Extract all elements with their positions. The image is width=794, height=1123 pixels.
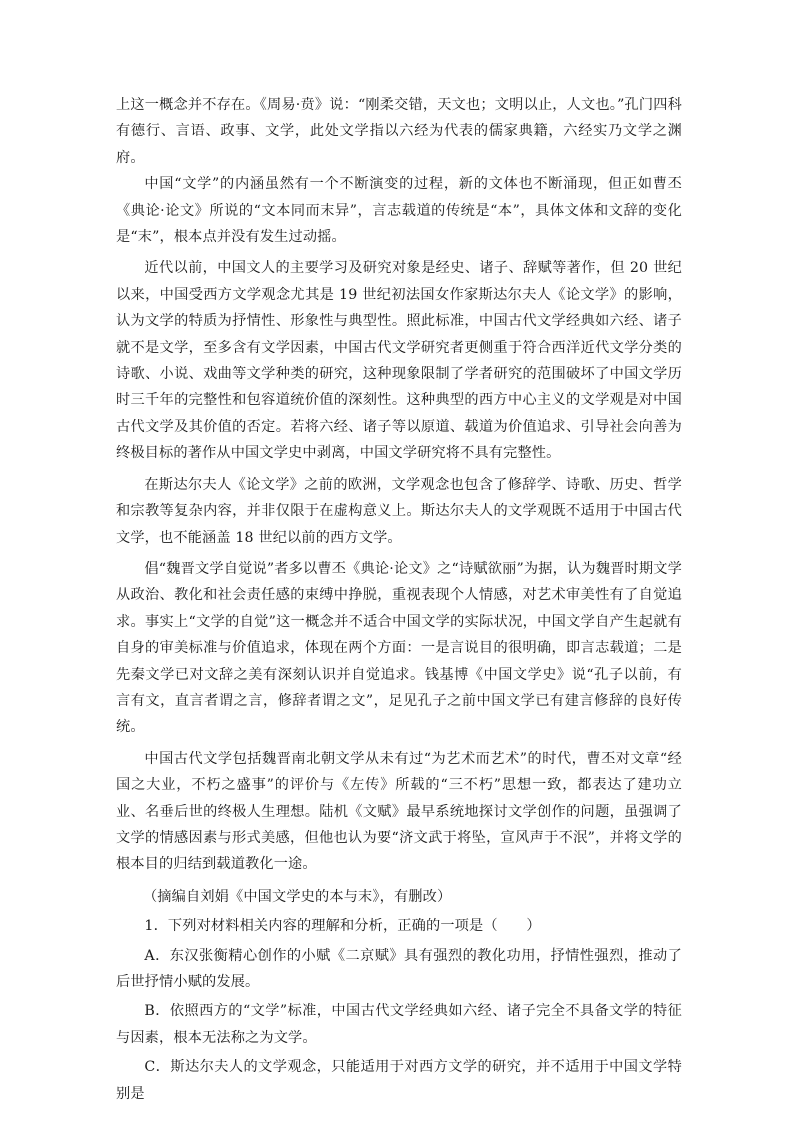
option-a: A．东汉张衡精心创作的小赋《二京赋》具有强烈的教化功用，抒情性强烈，推动了后世抒情小赋的发展。 <box>116 947 682 990</box>
source-citation: （摘编自刘娟《中国文学史的本与末》，有删改） <box>142 888 452 905</box>
paragraph-stael-europe: 在斯达尔夫人《论文学》之前的欧洲，文学观念也包含了修辞学、诗歌、历史、哲学和宗教等复杂内容，并非仅限于在虚构意义上。斯达尔夫人的文学观既不适用于中国古代文学，也不能涵盖 18 世纪以前的西方文学。 <box>116 476 682 546</box>
option-b: B．依照西方的“文学”标准，中国古代文学经典如六经、诸子完全不具备文学的特征与因素，根本无法称之为文学。 <box>116 1003 682 1046</box>
document-page <box>116 92 682 1107</box>
paragraph-western-influence: 近代以前，中国文人的主要学习及研究对象是经史、诸子、辞赋等著作，但 20 世纪以来，中国受西方文学观念尤其是 19 世纪初法国女作家斯达尔夫人《论文学》的影响，认为文学的特质为抒情性、形象性与典型性。照此标准，中国古代文学经典如六经、诸子就不是文学，至多含有文学因素，中国古代文学研究者更侧重于符合西洋近代文学分类的诗歌、小说、戏曲等文学种类的研究，这种现象限制了学者研究的范围破坏了中国文学历时三千年的完整性和包容道统价值的深刻性。这种典型的西方中心主义的文学观是对中国古代文学及其价值的否定。若将六经、诸子等以原道、载道为价值追求、引导社会向善为终极目标的著作从中国文学史中剥离，中国文学研究将不具有完整性。 <box>116 260 682 462</box>
paragraph-continuation: 上这一概念并不存在。《周易·贲》说：“刚柔交错，天文也；文明以止，人文也。”孔门四科有德行、言语、政事、文学，此处文学指以六经为代表的儒家典籍，六经实乃文学之渊府。 <box>116 97 682 166</box>
option-c: C．斯达尔夫人的文学观念，只能适用于对西方文学的研究，并不适用于中国文学特别是 <box>116 1059 682 1102</box>
question-stem: 1．下列对材料相关内容的理解和分析，正确的一项是（ ） <box>144 918 541 935</box>
paragraph-ancient-literature-goal: 中国古代文学包括魏晋南北朝文学从未有过“为艺术而艺术”的时代，曹丕对文章“经国之大业，不朽之盛事”的评价与《左传》所载的“三不朽”思想一致，都表达了建功立业、名垂后世的终极人生理想。陆机《文赋》最早系统地探讨文学创作的问题，虽强调了文学的情感因素与形式美感，但他也认为要“济文武于将坠，宣风声于不泯”，并将文学的根本目的归结到载道教化一途。 <box>116 750 682 873</box>
paragraph-wei-jin-consciousness: 倡“魏晋文学自觉说”者多以曹丕《典论·论文》之“诗赋欲丽”为据，认为魏晋时期文学从政治、教化和社会责任感的束缚中挣脱，重视表现个人情感，对艺术审美性有了自觉追求。事实上“文学的自觉”这一概念并不适合中国文学的实际状况，中国文学自产生起就有自身的审美标准与价值追求，体现在两个方面：一是言说目的很明确，即言志载道；二是先秦文学已对文辞之美有深刻认识并自觉追求。钱基博《中国文学史》说“孔子以前，有言有文，直言者谓之言，修辞者谓之文”，足见孔子之前中国文学已有建言修辞的良好传统。 <box>116 560 682 736</box>
paragraph-literature-meaning: 中国“文学”的内涵虽然有一个不断演变的过程，新的文体也不断涌现，但正如曹丕《典论·论文》所说的“文本同而末异”，言志载道的传统是“本”，具体文体和文辞的变化是“末”，根本点并没有发生过动摇。 <box>116 176 682 246</box>
